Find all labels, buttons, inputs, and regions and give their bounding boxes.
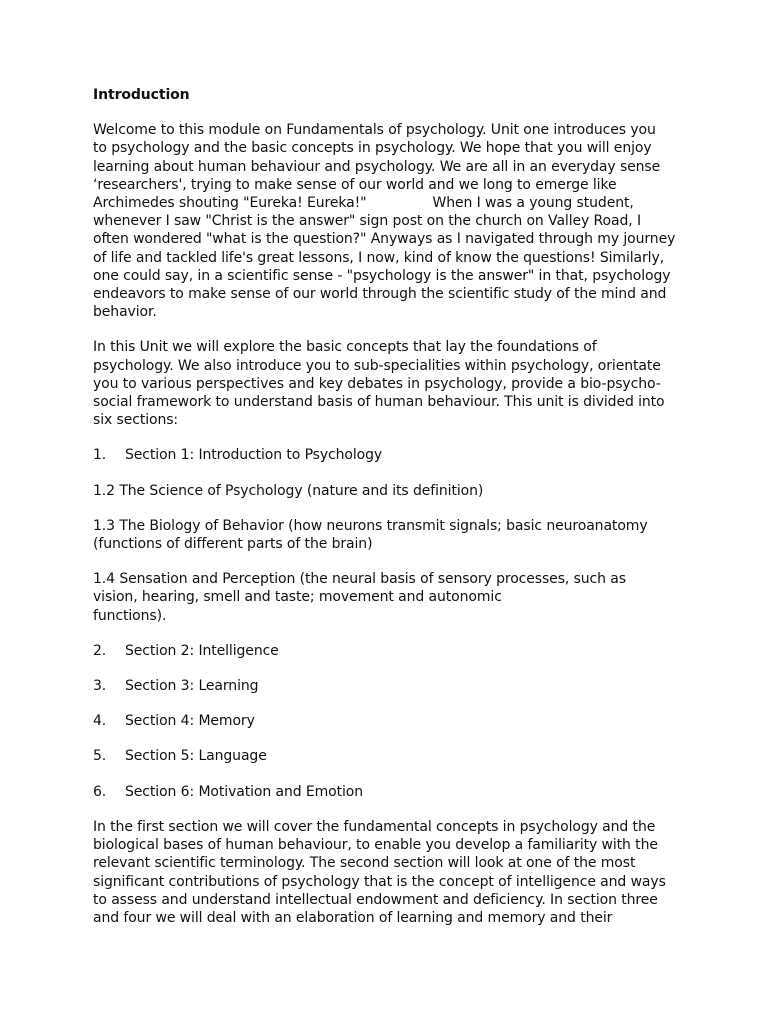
subsection-line: vision, hearing, smell and taste; movement and autonomic — [93, 589, 502, 606]
section-list-item — [93, 712, 693, 730]
closing-line: and four we will deal with an elaboration of learning and memory and their — [93, 909, 613, 926]
subsection-item — [93, 517, 693, 553]
intro-line: of life and tackled life's great lessons, I now, kind of know the questions! Similarly, — [93, 249, 665, 266]
unit-line: psychology. We also introduce you to sub-specialities within psychology, orientate — [93, 357, 661, 374]
subsection-line: 1.4 Sensation and Perception (the neural basis of sensory processes, such as — [93, 571, 626, 588]
intro-paragraph — [93, 121, 693, 321]
section-label: Section 2: Intelligence — [125, 642, 279, 659]
subsection-line: 1.3 The Biology of Behavior (how neurons transmit signals; basic neuroanatomy — [93, 517, 648, 534]
closing-line: significant contributions of psychology that is the concept of intelligence and ways — [93, 873, 666, 890]
closing-line: to assess and understand intellectual endowment and deficiency. In section three — [93, 891, 658, 908]
section-label: Section 5: Language — [125, 748, 267, 765]
section-label: Section 3: Learning — [125, 678, 259, 695]
section-label: Section 6: Motivation and Emotion — [125, 783, 364, 800]
section-number: 1. — [93, 447, 107, 464]
section-label: Section 1: Introduction to Psychology — [125, 447, 383, 464]
section-number: 3. — [93, 678, 107, 695]
subsection-item — [93, 482, 693, 500]
unit-line: social framework to understand basis of human behaviour. This unit is divided into — [93, 394, 665, 411]
section-number: 6. — [93, 783, 107, 800]
unit-paragraph — [93, 338, 693, 429]
intro-line: learning about human behaviour and psychology. We are all in an everyday sense — [93, 158, 661, 175]
subsection-item — [93, 570, 693, 625]
section-number: 2. — [93, 642, 107, 659]
section-list-item — [93, 446, 693, 464]
subsection-line: (functions of different parts of the brain) — [93, 536, 373, 553]
section-number: 4. — [93, 713, 107, 730]
subsection-line: functions). — [93, 607, 167, 624]
intro-line: to psychology and the basic concepts in psychology. We hope that you will enjoy — [93, 140, 652, 157]
intro-line: Welcome to this module on Fundamentals of psychology. Unit one introduces you — [93, 122, 656, 139]
intro-line: behavior. — [93, 304, 157, 321]
intro-line-right: When I was a young student, — [432, 195, 634, 212]
section-list-item — [93, 677, 693, 695]
intro-line-split — [93, 194, 693, 212]
intro-line: ‘researchers', trying to make sense of our world and we long to emerge like — [93, 176, 617, 193]
section-list-item — [93, 642, 693, 660]
section-list-item — [93, 783, 693, 801]
intro-line: often wondered "what is the question?" Anyways as I navigated through my journey — [93, 231, 676, 248]
closing-line: relevant scientific terminology. The second section will look at one of the most — [93, 855, 636, 872]
intro-line: whenever I saw "Christ is the answer" sign post on the church on Valley Road, I — [93, 213, 642, 230]
unit-line: In this Unit we will explore the basic concepts that lay the foundations of — [93, 339, 597, 356]
closing-line: biological bases of human behaviour, to enable you develop a familiarity with the — [93, 837, 658, 854]
intro-line: one could say, in a scientific sense - "psychology is the answer" in that, psychology — [93, 267, 671, 284]
closing-paragraph — [93, 818, 693, 927]
section-label: Section 4: Memory — [125, 713, 255, 730]
intro-line-left: Archimedes shouting "Eureka! Eureka!" — [93, 195, 367, 212]
intro-line: endeavors to make sense of our world through the scientific study of the mind and — [93, 286, 667, 303]
section-number: 5. — [93, 748, 107, 765]
section-list-item — [93, 747, 693, 765]
unit-line: six sections: — [93, 412, 179, 429]
closing-line: In the first section we will cover the fundamental concepts in psychology and the — [93, 818, 656, 835]
document-heading: Introduction — [93, 87, 190, 103]
unit-line: you to various perspectives and key debates in psychology, provide a bio-psycho- — [93, 375, 661, 392]
subsection-line: 1.2 The Science of Psychology (nature and its definition) — [93, 482, 484, 499]
document-page — [93, 86, 693, 944]
